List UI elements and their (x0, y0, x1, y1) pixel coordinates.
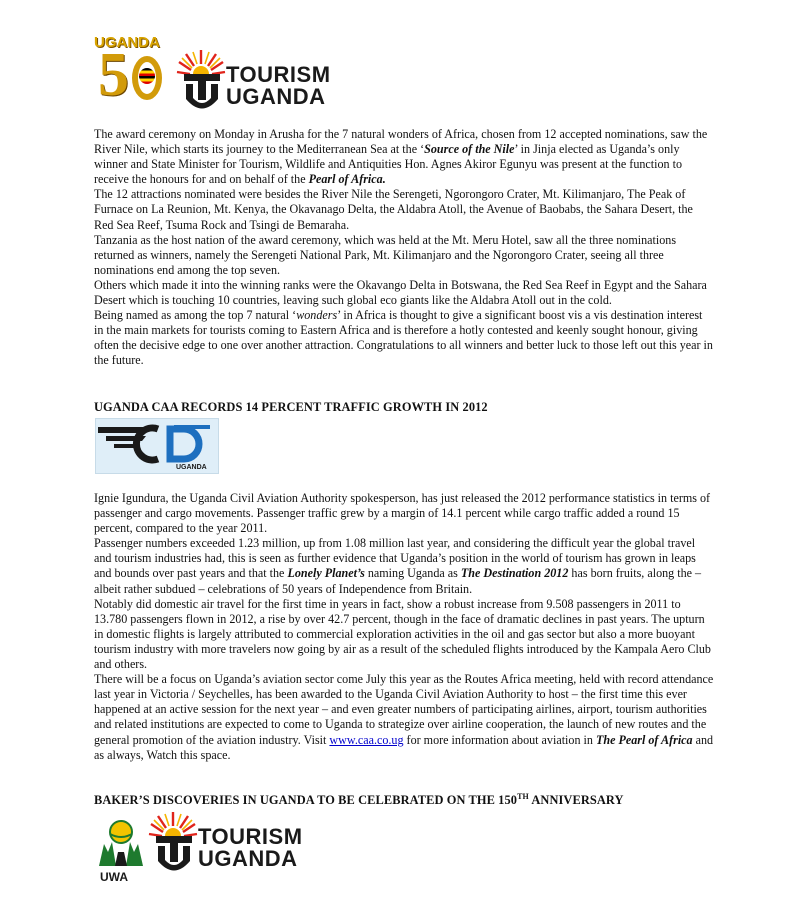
paragraph (94, 597, 714, 672)
uganda-caa-logo-icon (95, 418, 219, 474)
paragraph-text: has born fruits, along the – albeit rather subdued – celebrations of 50 years of Independence from Britain. (94, 566, 702, 596)
heading3-text-end: ANNIVERSARY (528, 793, 624, 807)
paragraph-text: There will be a focus on Uganda’s aviation sector come July this year as the Routes Africa meeting, held with record attendance last year in Victoria / Seychelles, has been awarded to the Uganda Civil Aviation Authority to host – the first time this ever happened at an active session for the next year – and even greater numbers of participating airlines, airport, tourism authorities and related institutions are expected to come to Uganda to strategize over airline cooperation, the launch of new routes and the general promotion of the aviation industry. Visit (94, 672, 714, 747)
header-logos (94, 34, 334, 118)
paragraph (94, 672, 714, 763)
paragraph (94, 187, 714, 232)
article-caa-traffic (94, 491, 714, 763)
paragraph-text: Being named as among the top 7 natural ‘ (94, 308, 297, 323)
heading-caa-traffic: UGANDA CAA RECORDS 14 PERCENT TRAFFIC GROWTH IN 2012 (94, 400, 488, 414)
emphasis-text: Pearl of Africa. (308, 172, 386, 187)
caa-uganda-label: UGANDA (176, 464, 207, 471)
tourism-word: TOURISM (198, 824, 303, 849)
tu-monogram-icon (156, 830, 192, 876)
paragraph-text: Others which made it into the winning ranks were the Okavango Delta in Botswana, the Red Sea Reef in Egypt and the Sahara Desert which is touching 10 countries, leaving such global eco giants like the Aldabra Atoll out in the cold. (94, 277, 707, 308)
uganda-50-five: 5 (98, 41, 129, 109)
uganda-word: UGANDA (198, 846, 298, 871)
paragraph-text: naming Uganda as (364, 566, 461, 581)
paragraph (94, 233, 714, 278)
tourism-uganda-wordmark (198, 826, 303, 870)
uganda-word: UGANDA (226, 84, 326, 109)
paragraph-text: Notably did domestic air travel for the first time in years in fact, show a robust increase from 9.508 passengers in 2011 to 13.780 passengers flown in 2012, a rise by over 42.7 percent, though in the face of dramatic declines in past years. The upturn in domestic flights is largely attributed to commercial exploration activities in the oil and gas sector but also a more buoyant tourism industry with more travelers now going by air as a result of the scheduled flights introduced by the Kampala Aero Club and others. (94, 596, 711, 672)
paragraph-text: Tanzania as the host nation of the award ceremony, which was held at the Mt. Meru Hotel, saw all the three nominations returned as winners, namely the Serengeti National Park, Mt. Kilimanjaro and the Ngorongoro Crater, seeing all three nominations end among the top seven. (94, 232, 677, 277)
tourism-word: TOURISM (226, 62, 331, 87)
paragraph-text: for more information about aviation in (403, 732, 596, 747)
emphasis-text: The Pearl of Africa (595, 732, 693, 747)
emphasis-text: The Destination 2012 (460, 566, 569, 581)
paragraph-text: The 12 attractions nominated were besides the River Nile the Serengeti, Ngorongoro Crater, Mt. Kilimanjaro, The Peak of Furnace on La Reunion, Mt. Kenya, the Okavanago Delta, the Aldabra Atoll, the Avenue of Baobabs, the Sahara Desert, the Red Sea Reef, Tsuma Rock and Tsingi de Bemaraha. (94, 187, 693, 232)
paragraph (94, 308, 714, 368)
tu-monogram-icon (184, 68, 220, 114)
paragraph (94, 536, 714, 596)
paragraph (94, 491, 714, 536)
tourism-uganda-logo (176, 46, 336, 116)
heading3-sup: TH (517, 792, 529, 801)
uganda-flag-emblem-icon (139, 68, 155, 84)
paragraph-text: ’ in Jinja elected as Uganda’s only winner and State Minister for Tourism, Wildlife and Antiquities Hon. Agnes Akiror Egunyu was present at the function to receive the honours for and on behalf of the (94, 142, 683, 187)
emphasis-text: wonders (296, 308, 338, 323)
uwa-logo-icon (96, 818, 146, 886)
uganda-50-word: UGANDA (94, 34, 160, 51)
caa-mark-icon (96, 419, 218, 473)
tourism-uganda-logo-bottom (148, 808, 308, 878)
uwa-emblem-icon (96, 818, 146, 870)
tourism-uganda-wordmark (226, 64, 331, 108)
paragraph-text: and as always, Watch this space. (94, 732, 714, 762)
paragraph-text: The award ceremony on Monday in Arusha for the 7 natural wonders of Africa, chosen from 12 accepted nominations, saw the River Nile, which starts its journey to the Mediterranean Sea at the ‘ (94, 127, 708, 157)
paragraph-text: Passenger numbers exceeded 1.23 million, up from 1.08 million last year, and considering the difficult year the global travel and tourism industries had, this is seen as further evidence that Uganda’s position in the world of tourism has grown in leaps and bounds over past years and that the (94, 536, 696, 581)
paragraph (94, 127, 714, 187)
paragraph-text: Ignie Igundura, the Uganda Civil Aviation Authority spokesperson, has just released the 2012 performance statistics in terms of passenger and cargo movements. Passenger traffic grew by a margin of 14.1 percent while cargo traffic added a round 15 percent, compared to the year 2011. (94, 491, 711, 536)
uganda-50-logo-icon (94, 34, 172, 114)
uwa-label: UWA (100, 870, 128, 884)
heading3-text: BAKER’S DISCOVERIES IN UGANDA TO BE CELEBRATED ON THE 150 (94, 793, 518, 807)
emphasis-text: Source of the Nile (424, 142, 515, 157)
heading-baker-discoveries (94, 793, 624, 808)
emphasis-text: Lonely Planet’s (287, 566, 365, 581)
caa-website-link[interactable]: www.caa.co.ug (329, 732, 404, 747)
paragraph-text: ’ in Africa is thought to give a significant boost vis a vis destination interest in the main markets for tourists coming to Eastern Africa and is therefore a hotly contested and keenly sought honour, giving often the decisive edge to one over another attraction. Congratulations to all winners and better luck to those left out this year in the future. (94, 308, 713, 368)
article-nile-wonders (94, 127, 714, 369)
paragraph (94, 278, 714, 308)
